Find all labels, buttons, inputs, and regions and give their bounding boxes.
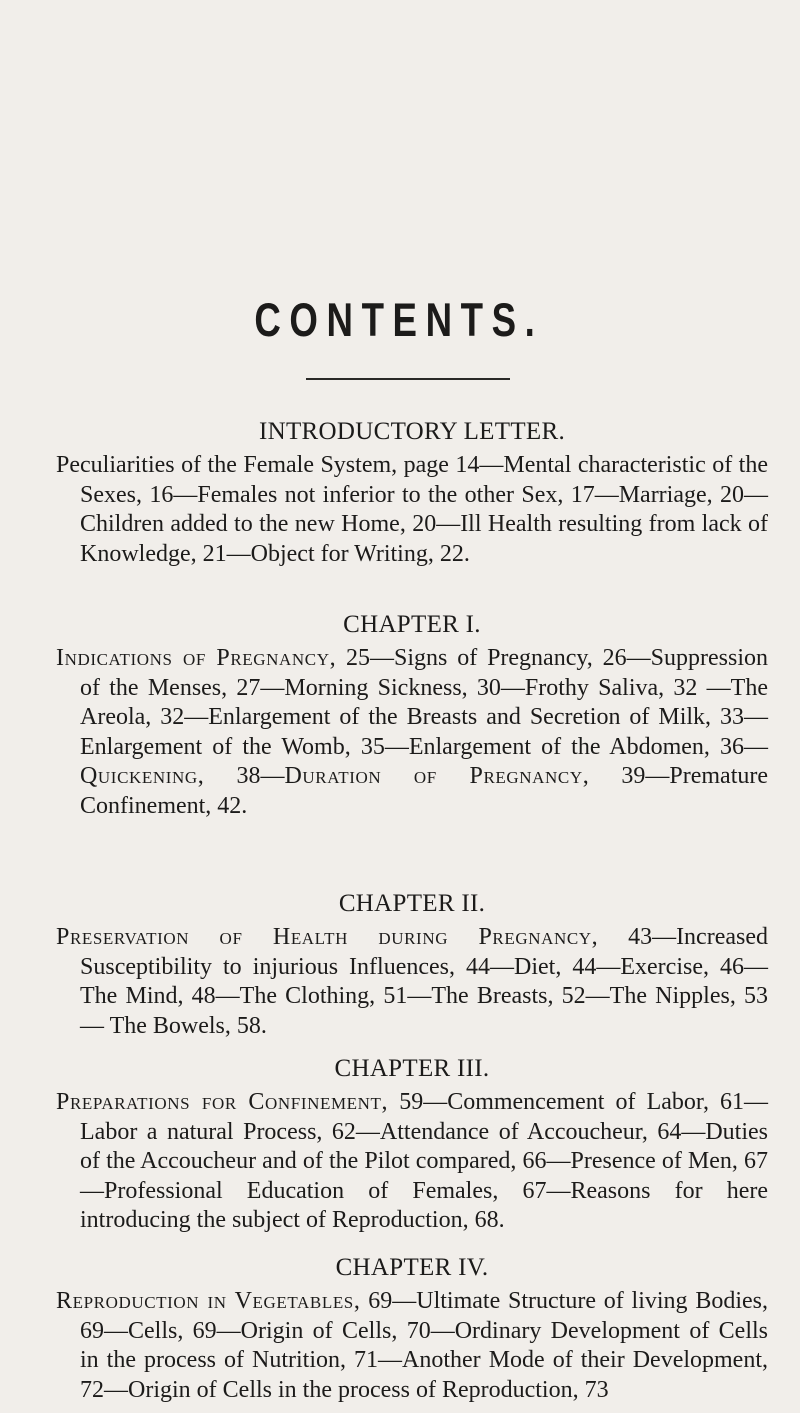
entry-lead: Preservation of Health during Pregnancy, bbox=[56, 924, 599, 950]
section-entry bbox=[56, 923, 768, 1041]
page-title: CONTENTS. bbox=[254, 293, 544, 346]
section-introductory-letter bbox=[56, 417, 768, 569]
section-heading: CHAPTER I. bbox=[343, 611, 481, 638]
section-heading: INTRODUCTORY LETTER. bbox=[259, 418, 565, 445]
section-entry bbox=[56, 1287, 768, 1405]
section-chapter-3 bbox=[56, 1054, 768, 1236]
title-rule bbox=[306, 378, 510, 380]
entry-lead: Preparations for Confinement, bbox=[56, 1089, 389, 1115]
section-entry: Peculiarities of the Female System, page 14—Mental characteristic of the Sexes, 16—Females not inferior to the other Sex, 17—Marriage, 20—Children added to the new Home, 20—Ill Health resulting from lack of Knowledge, 21—Object for Writing, 22. bbox=[56, 452, 768, 567]
entry-text: 59—Commencement of Labor, 61— Labor a natural Process, 62—Attendance of Accoucheur, 64—Duties of the Accoucheur and of the Pilot compared, 66—Presence of Men, 67—Professional Education of Females, 67—Reasons for here introducing the subject of Reproduction, 68. bbox=[80, 1089, 768, 1234]
entry-subhead: Quickening, bbox=[80, 763, 205, 790]
section-chapter-2 bbox=[56, 889, 768, 1041]
section-entry bbox=[56, 644, 768, 822]
entry-text: 43—Increased Susceptibility to injurious Influences, 44—Diet, 44—Exercise, 46—The Mind, 48—The Clothing, 51—The Breasts, 52—The Nipples, 53— The Bowels, 58. bbox=[80, 924, 768, 1039]
entry-lead: Indications of Pregnancy, bbox=[56, 645, 337, 671]
section-heading: CHAPTER IV. bbox=[335, 1254, 489, 1281]
entry-text: 25—Signs of Pregnancy, 26—Suppression of the Menses, 27—Morning Sickness, 30—Frothy Saliva, 32 —The Areola, 32—Enlargement of the Breasts and Secretion of Milk, 33—Enlargement of the Womb, 35—Enlargement of the Abdomen, 36— bbox=[80, 645, 768, 760]
entry-subhead: Duration of Pregnancy, bbox=[284, 763, 590, 790]
entry-lead: Reproduction in Vegetables, bbox=[56, 1288, 361, 1314]
entry-text: 38— bbox=[204, 763, 285, 790]
section-chapter-4 bbox=[56, 1253, 768, 1405]
section-heading: CHAPTER III. bbox=[334, 1055, 490, 1082]
section-chapter-1 bbox=[56, 610, 768, 822]
section-entry bbox=[56, 1088, 768, 1236]
entry-text: 69—Ultimate Structure of living Bodies, 69—Cells, 69—Origin of Cells, 70—Ordinary Development of Cells in the process of Nutrition, 71—Another Mode of their Development, 72—Origin of Cells in the process of Reproduction, 73 bbox=[80, 1288, 768, 1403]
entry-text: 39—Premature Confinement, 42. bbox=[80, 763, 769, 819]
section-heading: CHAPTER II. bbox=[338, 890, 486, 917]
